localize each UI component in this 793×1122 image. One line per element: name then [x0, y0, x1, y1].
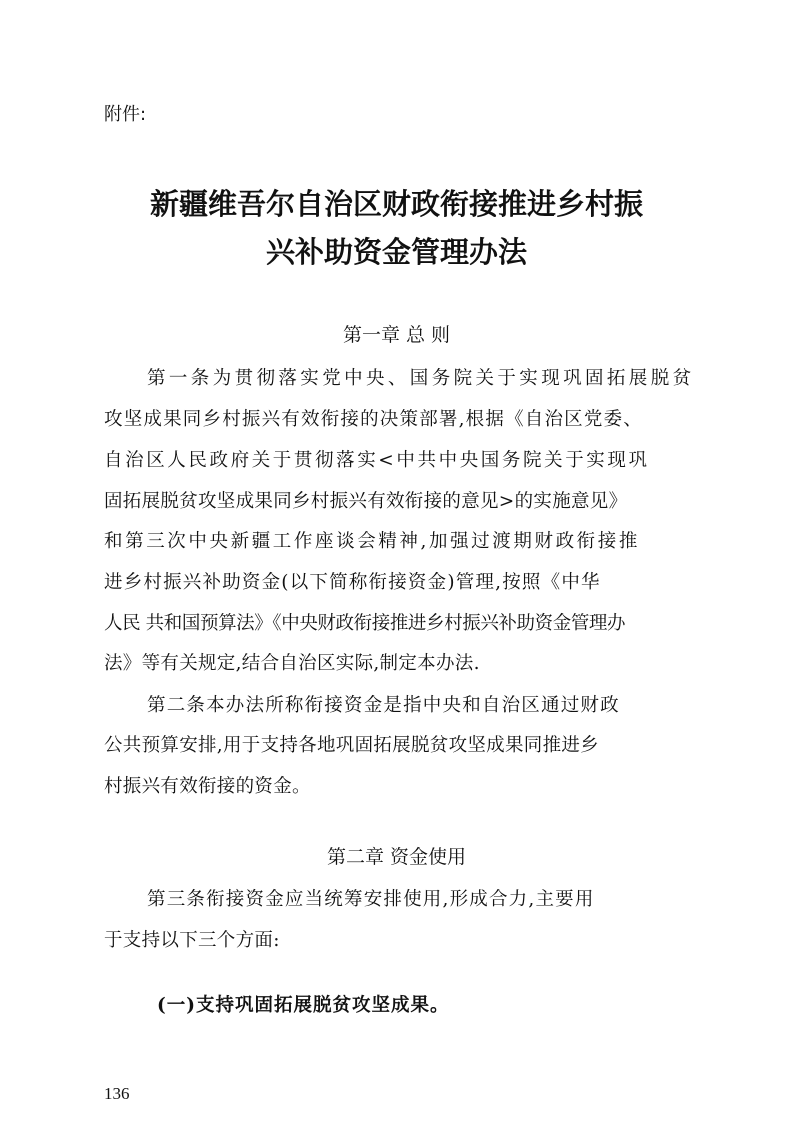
article-1-line-6: 进乡村振兴补助资金(以下简称衔接资金)管理,按照《中华 [104, 572, 601, 593]
article-1-line-2: 攻坚成果同乡村振兴有效衔接的决策部署,根据《自治区党委、 [104, 409, 643, 430]
attachment-label: 附件: [104, 104, 147, 125]
article-1-line-8: 法》等有关规定,结合自治区实际,制定本办法. [104, 653, 480, 674]
document-title-line-1: 新疆维吾尔自治区财政衔接推进乡村振 [149, 187, 643, 221]
item-1-heading: (一)支持巩固拓展脱贫攻坚成果。 [157, 995, 450, 1016]
article-2-line-3: 村振兴有效衔接的资金。 [104, 776, 311, 797]
chapter-1-heading: 第一章 总 则 [342, 324, 451, 346]
article-2-line-1: 第二条本办法所称衔接资金是指中央和自治区通过财政 [147, 695, 620, 716]
page-number: 136 [104, 1084, 130, 1103]
article-1-line-7: 人民 共和国预算法》《中央财政衔接推进乡村振兴补助资金管理办 [104, 613, 626, 634]
document-title-line-2: 兴补助资金管理办法 [265, 235, 527, 269]
article-1-line-3: 自治区人民政府关于贯彻落实<中共中央国务院关于实现巩 [104, 450, 650, 471]
article-1-line-1: 第一条为贯彻落实党中央、国务院关于实现巩固拓展脱贫 [147, 368, 695, 389]
article-2-line-2: 公共预算安排,用于支持各地巩固拓展脱贫攻坚成果同推进乡 [104, 735, 599, 756]
chapter-2-heading: 第二章 资金使用 [326, 846, 467, 868]
article-1-line-5: 和第三次中央新疆工作座谈会精神,加强过渡期财政衔接推 [104, 531, 640, 552]
article-1-line-4: 固拓展脱贫攻坚成果同乡村振兴有效衔接的意见>的实施意见》 [104, 491, 628, 512]
article-3-line-1: 第三条衔接资金应当统筹安排使用,形成合力,主要用 [147, 889, 595, 910]
article-3-line-2: 于支持以下三个方面: [104, 930, 280, 951]
